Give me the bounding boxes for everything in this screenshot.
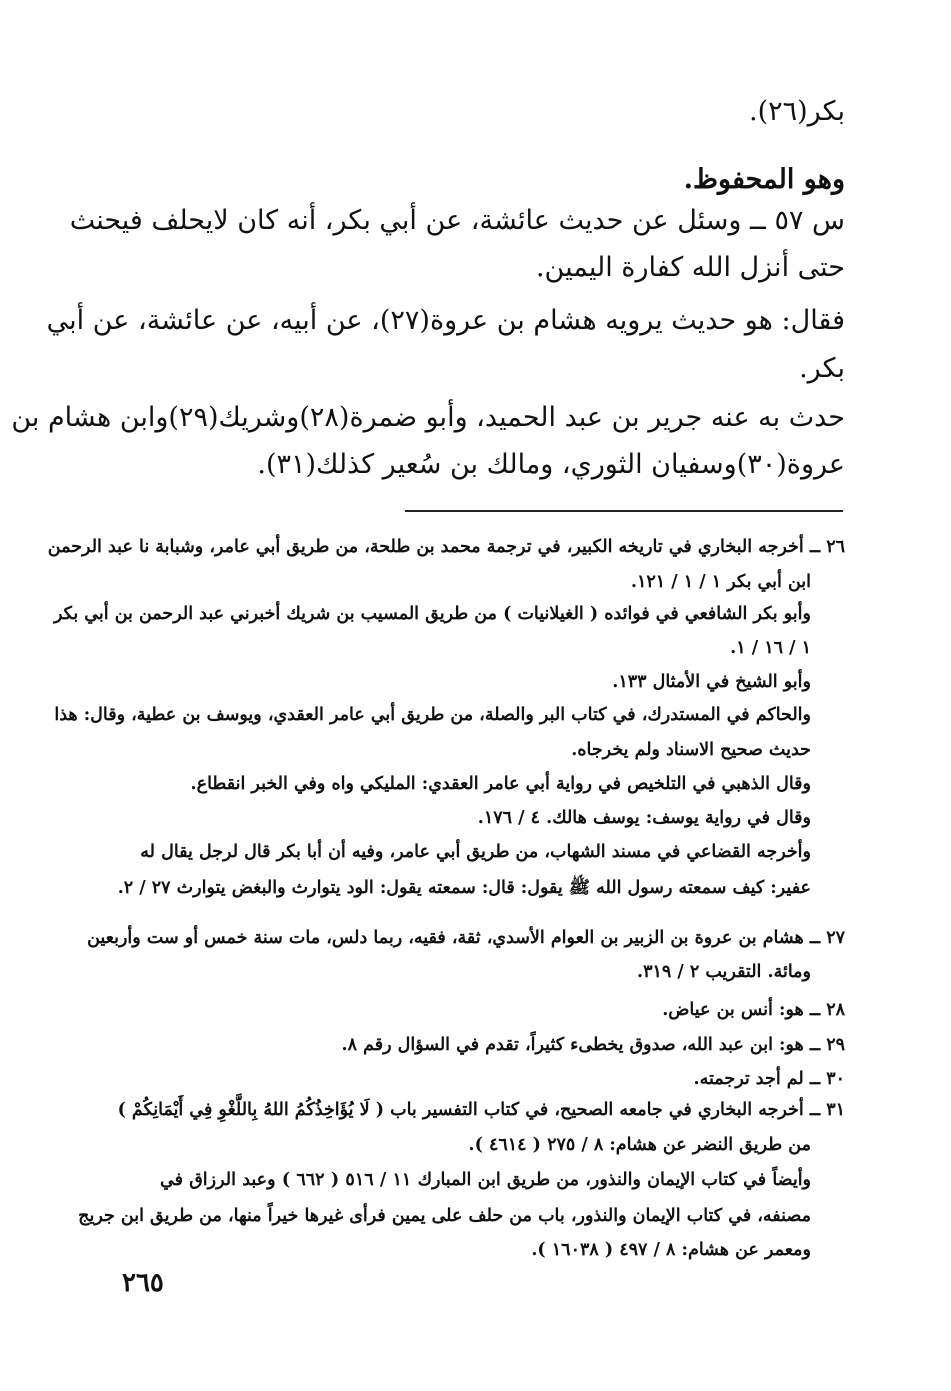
main-line-2: وهو المحفوظ. [683,164,845,195]
main-line-4: حتى أنزل الله كفارة اليمين. [535,252,845,283]
footnote-line-2: ابن أبي بكر ١ / ١ / ١٢١. [630,572,811,592]
footnote-line-14: ٢٨ ــ هو: أنس بن عياض. [662,1000,845,1020]
footnote-line-15: ٢٩ ــ هو: ابن عبد الله، صدوق يخطىء كثيراً، تقدم في السؤال رقم ٨. [341,1035,845,1055]
page-number: ٢٦٥ [122,1268,164,1298]
footnote-line-8: وقال الذهبي في التلخيص في رواية أبي عامر العقدي: المليكي واه وفي الخبر انقطاع. [190,774,811,794]
footnote-line-16: ٣٠ ــ لم أجد ترجمته. [693,1069,845,1089]
main-line-8: عروة(٣٠)وسفيان الثوري، ومالك بن سُعير كذلك(٣١). [257,449,845,480]
footnote-line-3: وأبو بكر الشافعي في فوائده ( الغيلانيات ) من طريق المسيب بن شريك أخبرني عبد الرحمن بن أبي بكر [54,604,811,624]
footnote-line-9: وقال في رواية يوسف: يوسف هالك. ٤ / ١٧٦. [477,808,811,828]
footnote-line-4: ١ / ١٦ / ١. [730,638,811,658]
main-line-1: بكر(٢٦). [749,96,845,127]
footnote-line-5: وأبو الشيخ في الأمثال ١٣٣. [612,672,811,692]
footnote-line-1: ٢٦ ــ أخرجه البخاري في تاريخه الكبير، في ترجمة محمد بن طلحة، من طريق أبي عامر، وشبابة نا عبد الرحمن [47,537,845,557]
footnote-line-21: ومعمر عن هشام: ٨ / ٤٩٧ ( ١٦٠٣٨ ). [531,1240,811,1260]
footnote-line-12: ٢٧ ــ هشام بن عروة بن الزبير بن العوام الأسدي، ثقة، فقيه، ربما دلس، مات سنة خمس أو ست وأربعين [87,928,845,948]
footnote-line-18: من طريق النضر عن هشام: ٨ / ٢٧٥ ( ٤٦١٤ ). [468,1135,811,1155]
footnote-line-10: وأخرجه القضاعي في مسند الشهاب، من طريق أبي عامر، وفيه أن أبا بكر قال لرجل يقال له [140,842,811,862]
footnote-line-13: ومائة. التقريب ٢ / ٣١٩. [636,962,811,982]
footnote-line-20: مصنفه، في كتاب الإيمان والنذور، باب من حلف على يمين فرأى غيرها خيراً منها، من طريق ابن جريج [78,1206,811,1226]
main-line-6: بكر. [799,353,845,384]
footnote-line-19: وأيضاً في كتاب الإيمان والنذور، من طريق ابن المبارك ١١ / ٥١٦ ( ٦٦٢ ) وعبد الرزاق في [160,1170,812,1190]
footnote-divider [405,510,843,512]
main-line-5: فقال: هو حديث يرويه هشام بن عروة(٢٧)، عن أبيه، عن عائشة، عن أبي [46,305,845,336]
footnote-line-6: والحاكم في المستدرك، في كتاب البر والصلة، من طريق أبي عامر العقدي، ويوسف بن عطية، وقال: هذا [54,705,811,725]
main-line-7: حدث به عنه جرير بن عبد الحميد، وأبو ضمرة(٢٨)وشريك(٢٩)وابن هشام بن [11,402,845,433]
footnote-line-11: عفير: كيف سمعته رسول الله ﷺ يقول: قال: سمعته يقول: الود يتوارث والبغض يتوارث ٢٧ / ٢. [117,878,811,898]
main-line-3: س ٥٧ ــ وسئل عن حديث عائشة، عن أبي بكر، أنه كان لايحلف فيحنث [69,205,845,236]
footnote-line-7: حديث صحيح الاسناد ولم يخرجاه. [571,740,811,760]
footnote-line-17: ٣١ ــ أخرجه البخاري في جامعه الصحيح، في كتاب التفسير باب ( لَا يُؤَاخِذُكُمُ اللهُ بِاللَّغْوِ فِي أَيْمَانِكُمْ ) [117,1100,845,1120]
